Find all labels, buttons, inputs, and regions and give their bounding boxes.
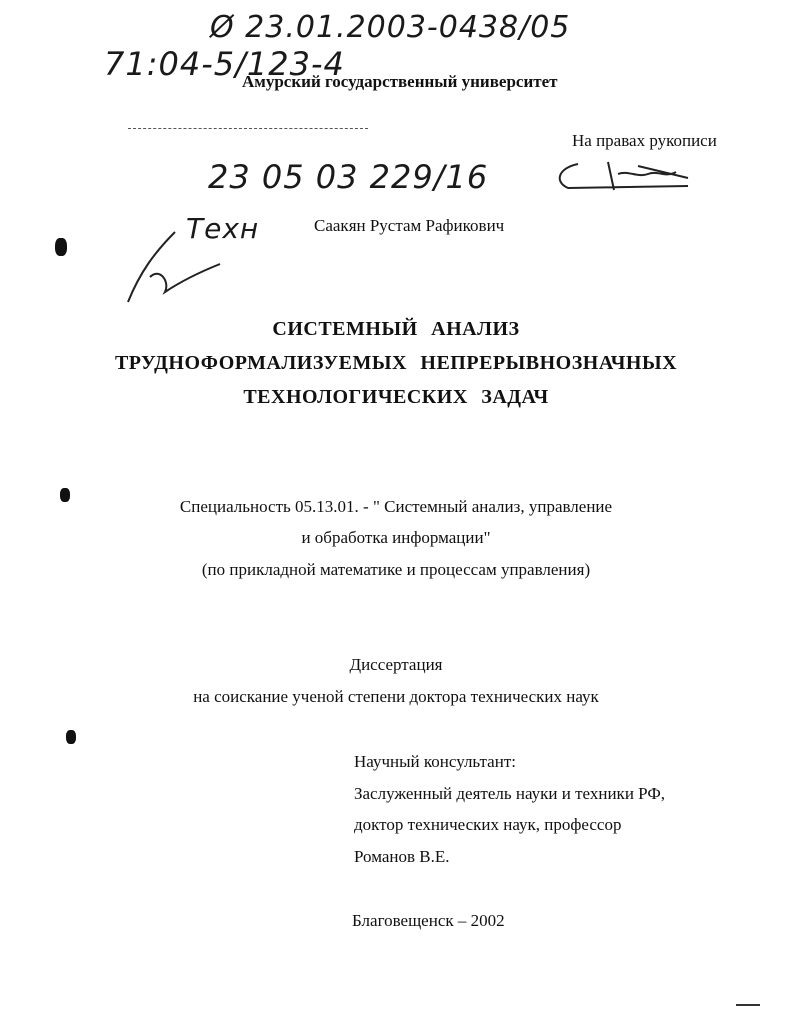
title-line-1: СИСТЕМНЫЙ АНАЛИЗ xyxy=(272,318,520,340)
handwritten-signature xyxy=(120,222,230,312)
specialty-line-1: Специальность 05.13.01. - " Системный анализ, управление xyxy=(179,497,613,516)
hole-punch-mark xyxy=(55,238,67,256)
handwritten-date-number: 23 05 03 229/16 xyxy=(208,158,489,196)
hole-punch-mark xyxy=(66,730,76,744)
title-line-2: ТРУДНОФОРМАЛИЗУЕМЫХ НЕПРЕРЫВНОЗНАЧНЫХ xyxy=(114,352,678,374)
scan-mark xyxy=(736,1004,760,1006)
consultant-name: Романов В.Е. xyxy=(354,847,450,866)
consultant-title-2: доктор технических наук, профессор xyxy=(354,815,622,834)
city-year: Благовещенск – 2002 xyxy=(352,911,505,930)
handwritten-note: Техн xyxy=(186,212,260,245)
consultant-title-1: Заслуженный деятель науки и техники РФ, xyxy=(354,784,666,803)
university-name: Амурский государственный университет xyxy=(242,72,558,91)
handwritten-catalog-number: 71:04-5/123-4 xyxy=(104,45,345,83)
specialty-line-2: и обработка информации" xyxy=(301,528,491,547)
dotted-line xyxy=(128,128,368,129)
title-line-3: ТЕХНОЛОГИЧЕСКИХ ЗАДАЧ xyxy=(243,386,549,408)
specialty-line-3: (по прикладной математике и процессам управления) xyxy=(201,560,591,579)
rights-notice: На правах рукописи xyxy=(572,131,717,150)
consultant-label: Научный консультант: xyxy=(354,752,516,771)
dissertation-degree: на соискание ученой степени доктора технических наук xyxy=(193,687,599,706)
stamp-signature xyxy=(548,160,698,196)
dissertation-label: Диссертация xyxy=(349,655,443,674)
author-name: Саакян Рустам Рафикович xyxy=(314,216,505,235)
handwritten-registration-number: Ø 23.01.2003-0438/05 xyxy=(210,10,571,45)
